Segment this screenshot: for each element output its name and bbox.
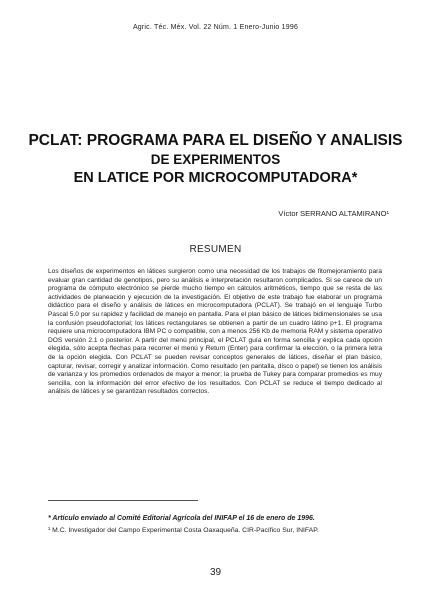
abstract-heading: RESUMEN	[189, 244, 242, 255]
title-line-3: EN LATICE POR MICROCOMPUTADORA*	[73, 170, 358, 186]
abstract-body: Los diseños de experimentos en látices surgieron como una necesidad de los trabajos de fitomejoramiento para evaluar gran cantidad de genotipos, pero su análisis e interpretación resultaron complicados. Si se carece de un programa de cómputo electrónico se pierde mucho tiempo en cálculos aritméticos, tiempo que se resta de las actividades de planeación y ejecución de la investigación. El objetivo de este trabajo fue elaborar un programa didáctico para el diseño y análisis de látices en microcomputadora (PCLAT). Se trabajó en el lenguaje Turbo Pascal 5.0 por su rapidez y facilidad de manejo en pantalla. Para el plan básico de látices bidimensionales se usa la confusión pseudofactorial; los látices rectangulares se obtienen a partir de un cuadro látino p+1. El programa requiere una microcomputadora IBM PC o compatible, con a menos 256 Kb de memoria RAM y sistema operativo DOS versión 2.1 o posterior. A partir del menú principal, el PCLAT guía en forma sencilla y explica cada opción elegida, sólo acepta flechas para recorrer el menú y Return (Enter) para confirmar la elección, o la primera letra de la opción elegida. Con PCLAT se pueden revisar conceptos generales de látices, diseñar el plan básico, capturar, revisar, corregir y analizar información. Como resultado (en pantalla, disco o papel) se tienen los análisis de varianza y los promedios ordenados de mayor a menor; la prueba de Tukey para comparar promedios es muy sencilla, con la información del error efectivo de los resultados. Con PCLAT se reduce el tiempo dedicado al análisis de látices y se garantizan resultados correctos.	[48, 268, 382, 396]
page-number: 39	[209, 567, 222, 578]
journal-header: Agric. Téc. Méx. Vol. 22 Núm. 1 Enero-Junio 1996	[132, 24, 299, 31]
footnote-divider	[48, 500, 198, 501]
title-line-2: DE EXPERIMENTOS	[150, 152, 281, 167]
author-name: Víctor SERRANO ALTAMIRANO¹	[278, 209, 389, 218]
footnote-affiliation: ¹ M.C. Investigador del Campo Experimental Costa Oaxaqueña. CIR-Pacífico Sur, INIFAP.	[48, 527, 319, 534]
footnote-submission: * Artículo enviado al Comité Editorial Agrícola del INIFAP el 16 de enero de 1996.	[48, 515, 315, 522]
article-title	[20, 131, 411, 188]
title-line-1: PCLAT: PROGRAMA PARA EL DISEÑO Y ANALISIS	[28, 132, 403, 149]
